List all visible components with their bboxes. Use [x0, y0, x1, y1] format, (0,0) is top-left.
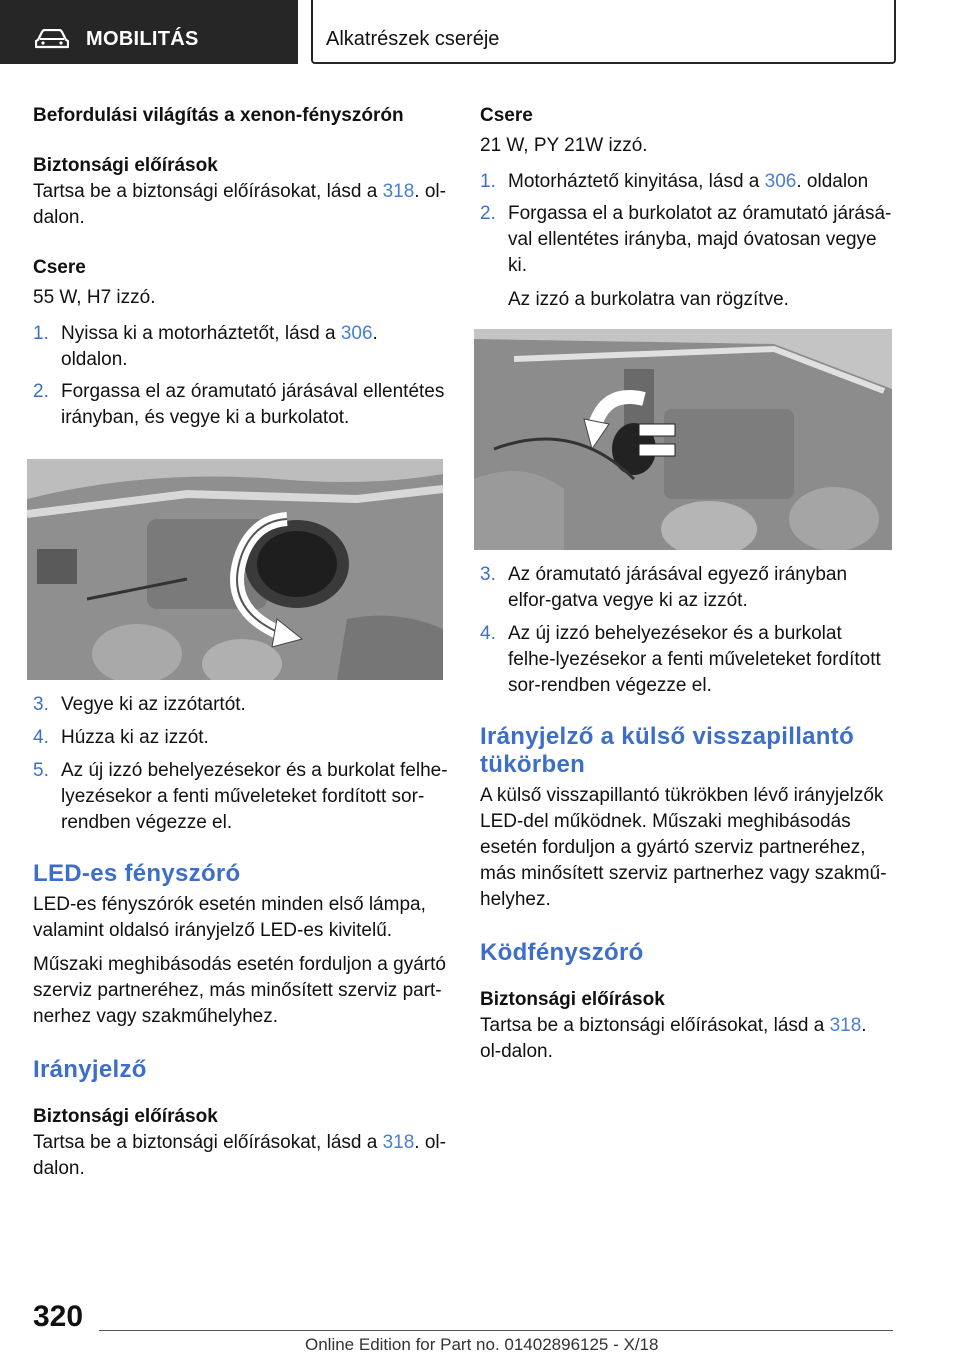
turn-signal-cover-photo [474, 329, 892, 550]
safety-text [33, 179, 448, 231]
engine-bay-illustration [27, 459, 443, 680]
list-item [33, 758, 448, 836]
step-number: 3. [33, 694, 49, 715]
safety-text-post: . ol-dalon. [33, 1132, 446, 1179]
step-number: 5. [33, 760, 49, 781]
list-item [33, 692, 448, 718]
step-number: 2. [33, 381, 49, 402]
edition-note: Online Edition for Part no. 01402896125 - X/18 [305, 1335, 659, 1354]
turn-signal-heading: Irányjelző [33, 1056, 147, 1083]
section-title: MOBILITÁS [86, 28, 199, 50]
step-text-main: Forgassa el a burkolatot az óramutató járásá-val ellentétes irányba, majd óvatosan vegye ki. [508, 203, 892, 276]
fog-light-heading: Ködfényszóró [480, 939, 644, 966]
step-number: 3. [480, 564, 496, 585]
right-column [480, 100, 892, 1065]
step-text: Az óramutató járásával egyező irányban elfor-gatva vegye ki az izzót. [508, 564, 848, 611]
step-text [61, 321, 448, 373]
list-item [480, 201, 892, 313]
step-text: Vegye ki az izzótartót. [61, 694, 246, 715]
safety-heading: Biztonsági előírások [33, 1106, 218, 1127]
step-text: Húzza ki az izzót. [61, 727, 209, 748]
step-text: Az új izzó behelyezésekor és a burkolat felhe-lyezésekor a fenti műveleteket fordított sor-rendben végezze el. [61, 760, 448, 833]
safety-text-post: . ol-dalon. [480, 1015, 867, 1062]
safety-text-pre: Tartsa be a biztonsági előírásokat, lásd a [480, 1015, 830, 1036]
step-number: 1. [480, 171, 496, 192]
car-icon [35, 29, 69, 49]
list-item [480, 562, 892, 614]
step-text: Az új izzó behelyezésekor és a burkolat felhe-lyezésekor a fenti műveleteket fordított sor-rendben végezze el. [508, 623, 881, 696]
led-text-1: LED-es fényszórók esetén minden első lámpa, valamint oldalsó irányjelző LED-es kivitelű. [33, 894, 426, 941]
safety-text [33, 1130, 448, 1182]
step-number: 2. [480, 203, 496, 224]
page-number: 320 [33, 1300, 84, 1333]
list-item [480, 621, 892, 699]
safety-heading: Biztonsági előírások [480, 989, 665, 1010]
chapter-title: Alkatrészek cseréje [326, 28, 500, 50]
safety-heading: Biztonsági előírások [33, 155, 218, 176]
page-link[interactable]: 306 [340, 323, 373, 344]
step-number: 4. [480, 623, 496, 644]
bulb-spec: 21 W, PY 21W izzó. [480, 135, 648, 156]
step-number: 4. [33, 727, 49, 748]
step-text [508, 201, 892, 313]
step-text: Forgassa el az óramutató járásával ellentétes irányban, és vegye ki a burkolatot. [61, 381, 445, 428]
step-text [508, 169, 892, 195]
replace-heading: Csere [33, 257, 86, 278]
page-link[interactable]: 318 [829, 1015, 862, 1036]
left-column [33, 100, 448, 1182]
footer-divider [99, 1330, 893, 1331]
page-link[interactable]: 306 [764, 171, 797, 192]
step-text-pre: Nyissa ki a motorháztetőt, lásd a [61, 323, 341, 344]
xenon-cornering-title: Befordulási világítás a xenon-fényszórón [33, 105, 404, 126]
steps-list-2 [33, 692, 448, 836]
mirror-text: A külső visszapillantó tükrökben lévő irányjelzők LED-del működnek. Műszaki meghibásodás esetén forduljon a gyártó szerviz partneréhez, más minősített szerviz partnerhez vagy szakmű-helyhez. [480, 785, 887, 910]
safety-text-pre: Tartsa be a biztonsági előírásokat, lásd a [33, 1132, 383, 1153]
steps-list-2 [480, 562, 892, 699]
safety-text-post: . ol-dalon. [33, 181, 446, 228]
list-item [33, 379, 448, 431]
steps-list [480, 169, 892, 313]
safety-text-pre: Tartsa be a biztonsági előírásokat, lásd a [33, 181, 383, 202]
led-headlight-heading: LED-es fényszóró [33, 860, 241, 887]
chapter-tab [311, 0, 896, 64]
page-link[interactable]: 318 [382, 1132, 415, 1153]
mirror-turn-signal-heading: Irányjelző a külső visszapillantó tükörben [480, 723, 855, 778]
headlight-cover-photo [27, 459, 443, 680]
led-text-2: Műszaki meghibásodás esetén forduljon a gyártó szerviz partneréhez, más minősített szerviz part-nerhez vagy szakműhelyhez. [33, 954, 446, 1027]
list-item [33, 321, 448, 373]
engine-bay-illustration [474, 329, 892, 550]
safety-text [480, 1013, 892, 1065]
step-text-post: . oldalon. [61, 323, 378, 370]
step-text-pre: Motorháztető kinyitása, lásd a [508, 171, 765, 192]
list-item [33, 725, 448, 751]
bulb-spec: 55 W, H7 izzó. [33, 287, 156, 308]
page-link[interactable]: 318 [382, 181, 415, 202]
step-note: Az izzó a burkolatra van rögzítve. [508, 289, 789, 310]
list-item [480, 169, 892, 195]
replace-heading: Csere [480, 105, 533, 126]
section-tab [0, 0, 298, 64]
steps-list [33, 321, 448, 431]
step-text-post: . oldalon [796, 171, 869, 192]
step-number: 1. [33, 323, 49, 344]
